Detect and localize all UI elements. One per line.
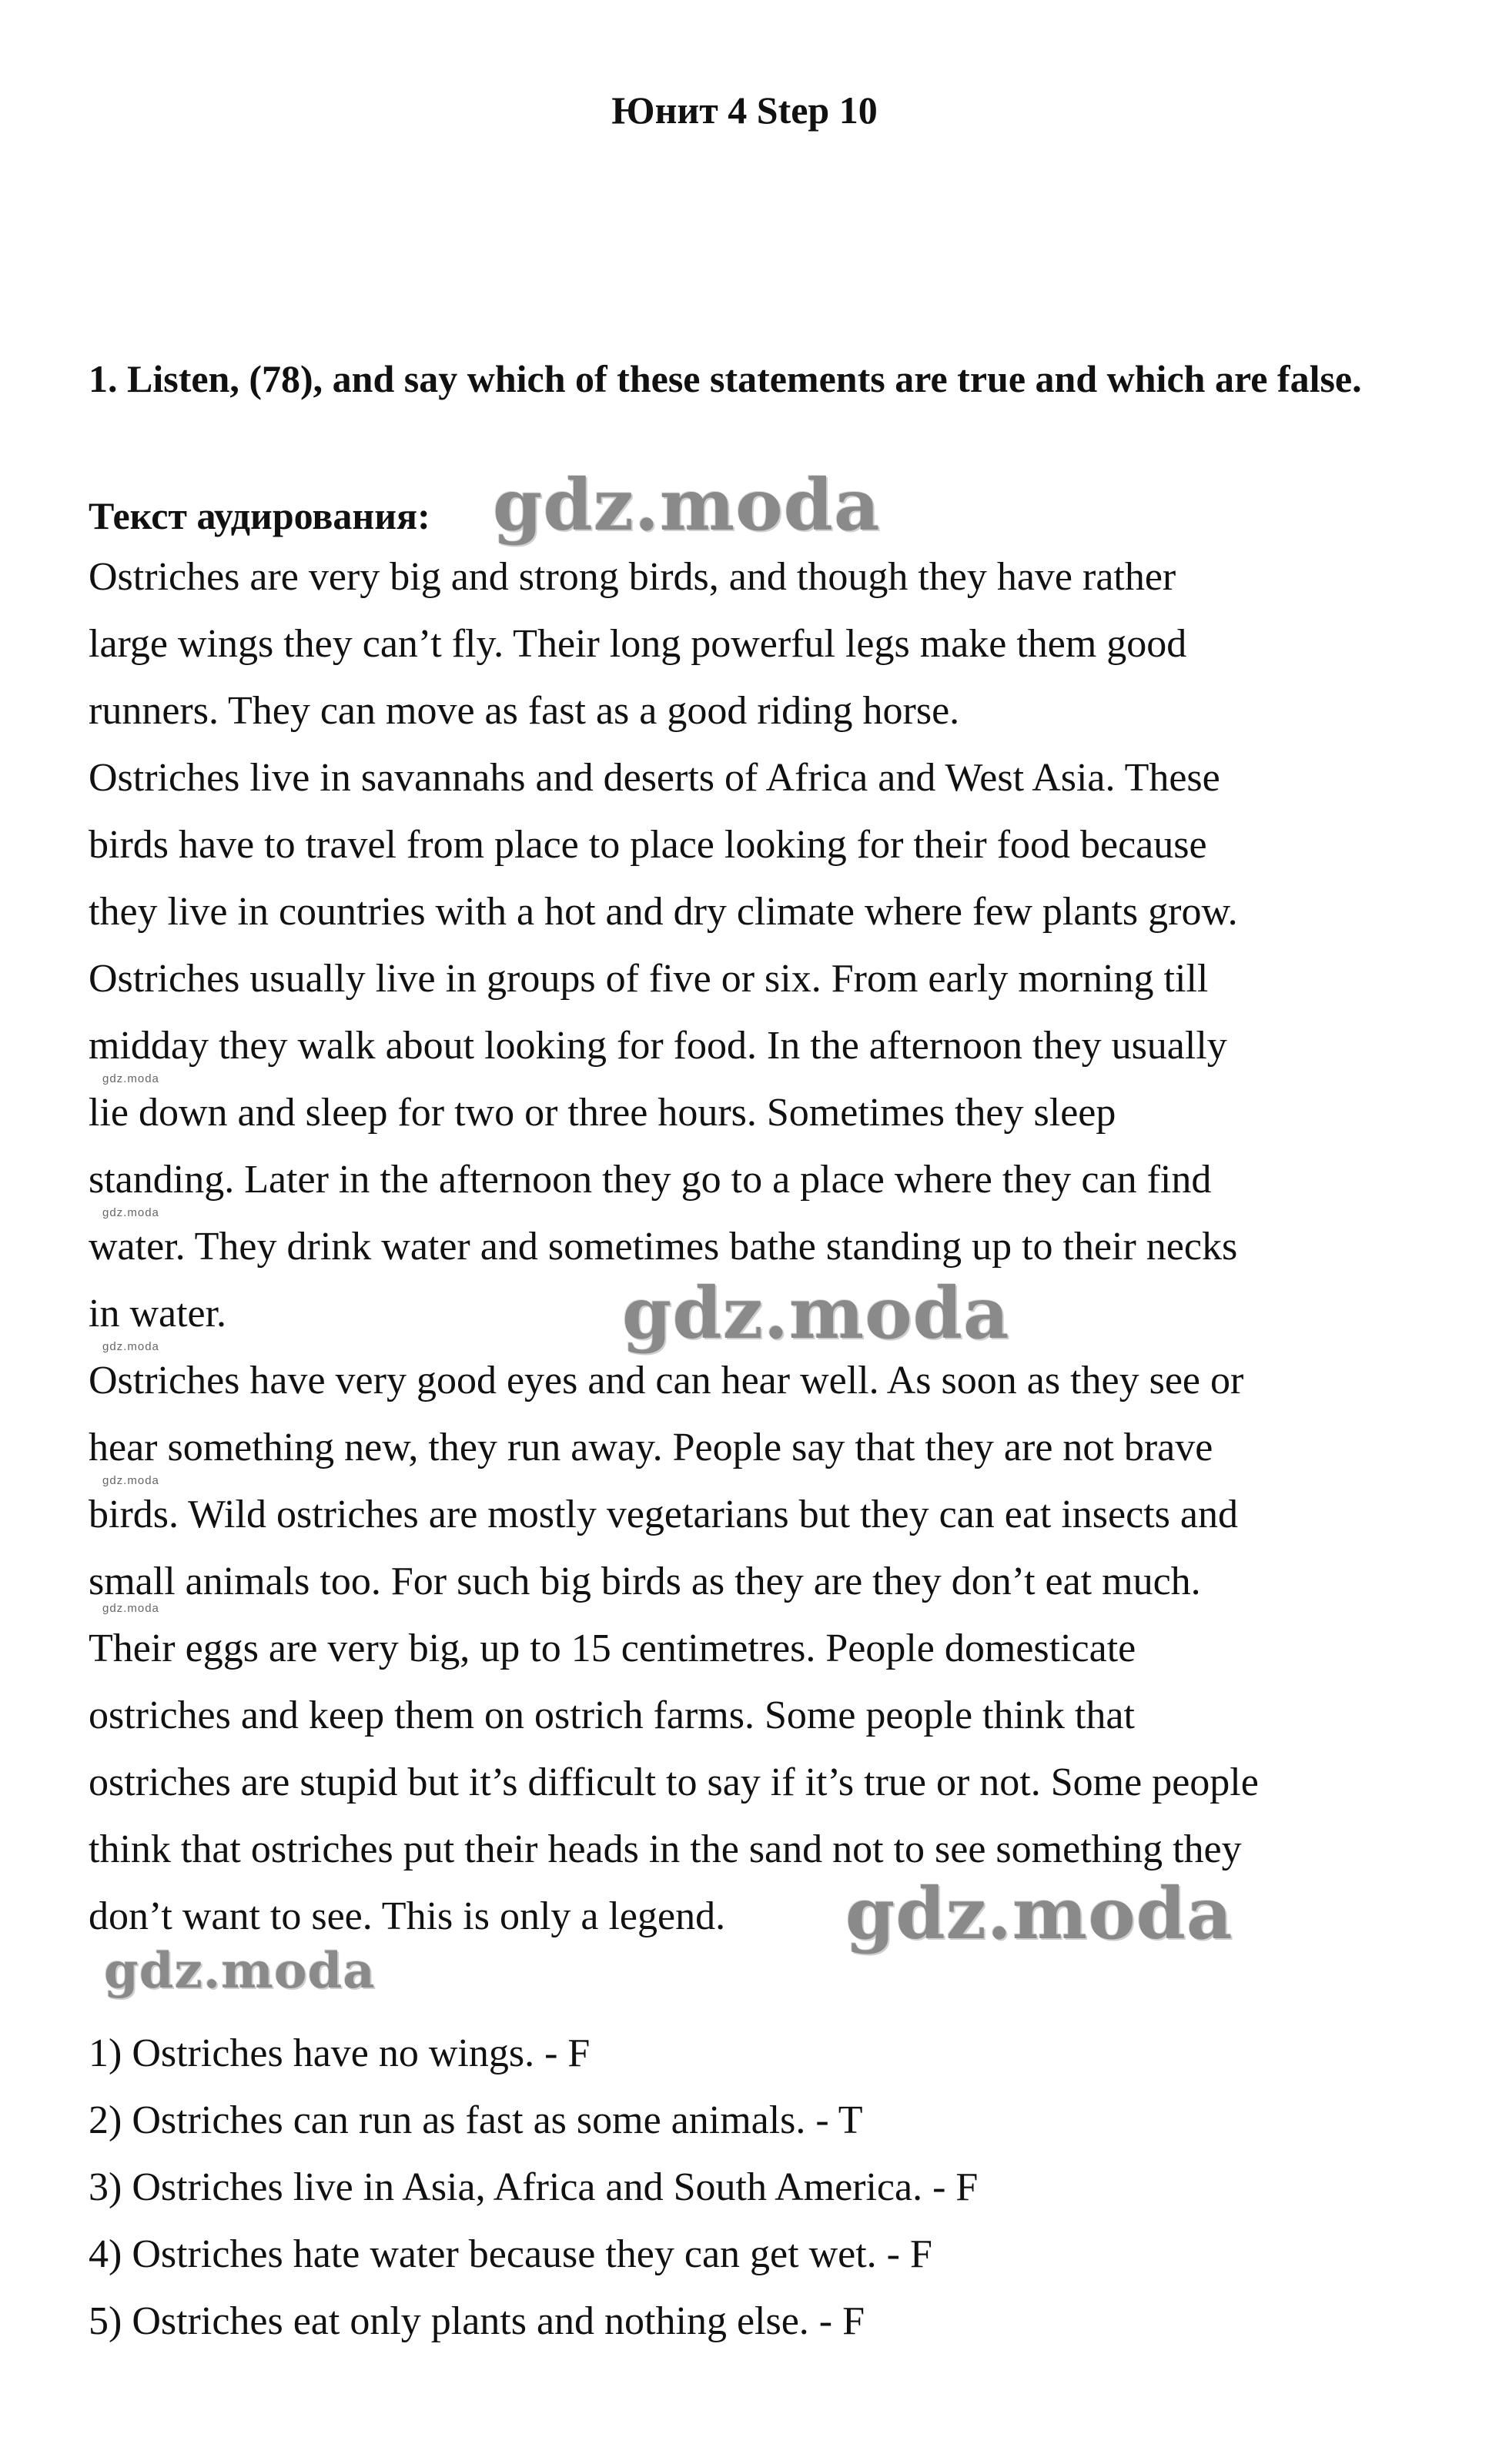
answer-list <box>89 2020 1397 2355</box>
passage-line: water. They drink water and sometimes bathe standing up to their necks <box>89 1225 1238 1269</box>
passage-line: standing. Later in the afternoon they go to a place where they can find <box>89 1158 1212 1202</box>
watermark: gdz.moda <box>493 463 881 547</box>
answer-item: 2) Ostriches can run as fast as some animals. - T <box>89 2098 863 2142</box>
watermark: gdz.moda <box>104 1942 376 2000</box>
task-heading: 1. Listen, (78), and say which of these statements are true and which are false. <box>89 357 1362 400</box>
passage-line: large wings they can’t fly. Their long powerful legs make them good <box>89 622 1187 666</box>
watermark-small: gdz.moda <box>102 1340 159 1353</box>
passage-line: ostriches and keep them on ostrich farms. Some people think that <box>89 1693 1135 1737</box>
watermark-small: gdz.moda <box>102 1072 159 1085</box>
page-title: Юнит 4 Step 10 <box>611 89 878 132</box>
answer-item: 5) Ostriches eat only plants and nothing else. - F <box>89 2299 865 2343</box>
answer-item: 1) Ostriches have no wings. - F <box>89 2031 591 2075</box>
answer-item: 4) Ostriches hate water because they can get wet. - F <box>89 2232 932 2276</box>
passage-line: small animals too. For such big birds as they are they don’t eat much. <box>89 1560 1201 1603</box>
listening-label: Текст аудирования: <box>89 494 430 537</box>
passage-line: birds have to travel from place to place looking for their food because <box>89 823 1207 867</box>
passage-line: Their eggs are very big, up to 15 centimetres. People domesticate <box>89 1627 1136 1670</box>
passage-line: Ostriches have very good eyes and can hear well. As soon as they see or <box>89 1359 1244 1403</box>
passage-line: ostriches are stupid but it’s difficult to say if it’s true or not. Some people <box>89 1760 1259 1804</box>
watermark-small: gdz.moda <box>102 1474 159 1487</box>
watermark-small: gdz.moda <box>102 1602 159 1615</box>
answer-item: 3) Ostriches live in Asia, Africa and South America. - F <box>89 2165 979 2209</box>
passage-line: in water. <box>89 1292 227 1336</box>
passage-line: lie down and sleep for two or three hours. Sometimes they sleep <box>89 1091 1116 1135</box>
passage-line: runners. They can move as fast as a good riding horse. <box>89 689 960 733</box>
watermark: gdz.moda <box>845 1872 1233 1955</box>
passage-line: don’t want to see. This is only a legend. <box>89 1894 726 1938</box>
passage-line: birds. Wild ostriches are mostly vegetarians but they can eat insects and <box>89 1493 1238 1536</box>
passage-line: they live in countries with a hot and dry climate where few plants grow. <box>89 890 1238 934</box>
passage-line: Ostriches are very big and strong birds, and though they have rather <box>89 555 1176 599</box>
watermark-small: gdz.moda <box>102 1206 159 1219</box>
passage-line: midday they walk about looking for food. In the afternoon they usually <box>89 1024 1227 1068</box>
passage-line: Ostriches live in savannahs and deserts of Africa and West Asia. These <box>89 756 1220 800</box>
watermark: gdz.moda <box>622 1272 1010 1355</box>
passage-line: Ostriches usually live in groups of five or six. From early morning till <box>89 957 1209 1001</box>
listening-passage <box>89 543 1436 1955</box>
passage-line: hear something new, they run away. People say that they are not brave <box>89 1426 1213 1469</box>
passage-line: think that ostriches put their heads in the sand not to see something they <box>89 1827 1242 1871</box>
